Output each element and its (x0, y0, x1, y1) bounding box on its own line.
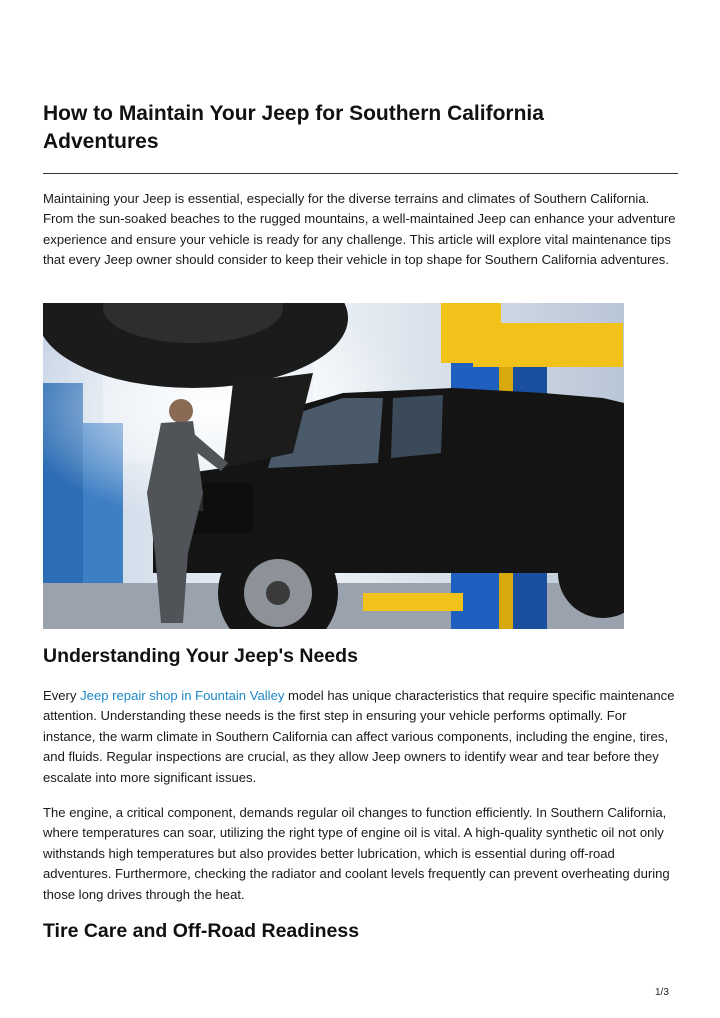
section1-paragraph-2: The engine, a critical component, demands regular oil changes to function efficiently. In Southern California, where temperatures can soar, utilizing the right type of engine oil is vital. A high-quality synthetic oil not only withstands high temperatures but also provides better lubrication, which is essential during off-road adventures. Furthermore, checking the radiator and coolant levels frequently can prevent overheating during those long drives through the heat. (43, 805, 670, 902)
section1-p1-lead: Every (43, 688, 81, 703)
article-title: How to Maintain Your Jeep for Southern California Adventures (43, 102, 544, 153)
jeep-repair-shop-link[interactable]: Jeep repair shop in Fountain Valley (80, 688, 285, 703)
article-photo (43, 303, 624, 629)
section-heading-jeep-needs: Understanding Your Jeep's Needs (43, 645, 358, 667)
section1-paragraph-1 (43, 686, 679, 788)
page-number: 1/3 (655, 987, 669, 998)
title-divider (43, 173, 678, 174)
section-heading-tire-care: Tire Care and Off-Road Readiness (43, 920, 360, 942)
section1-p1-rest: model has unique characteristics that require specific maintenance attention. Understanding these needs is the first step in ensuring your vehicle performs optimally. For instance, the warm climate in Southern California can affect various components, including the engine, tires, and fluids. Regular inspections are crucial, as they allow Jeep owners to identify wear and tear before they escalate into more significant issues. (43, 688, 675, 785)
intro-paragraph: Maintaining your Jeep is essential, especially for the diverse terrains and climates of Southern California. From the sun-soaked beaches to the rugged mountains, a well-maintained Jeep can enhance your adventure experience and ensure your vehicle is ready for any challenge. This article will explore vital maintenance tips that every Jeep owner should consider to keep their vehicle in top shape for Southern California adventures. (43, 191, 676, 268)
